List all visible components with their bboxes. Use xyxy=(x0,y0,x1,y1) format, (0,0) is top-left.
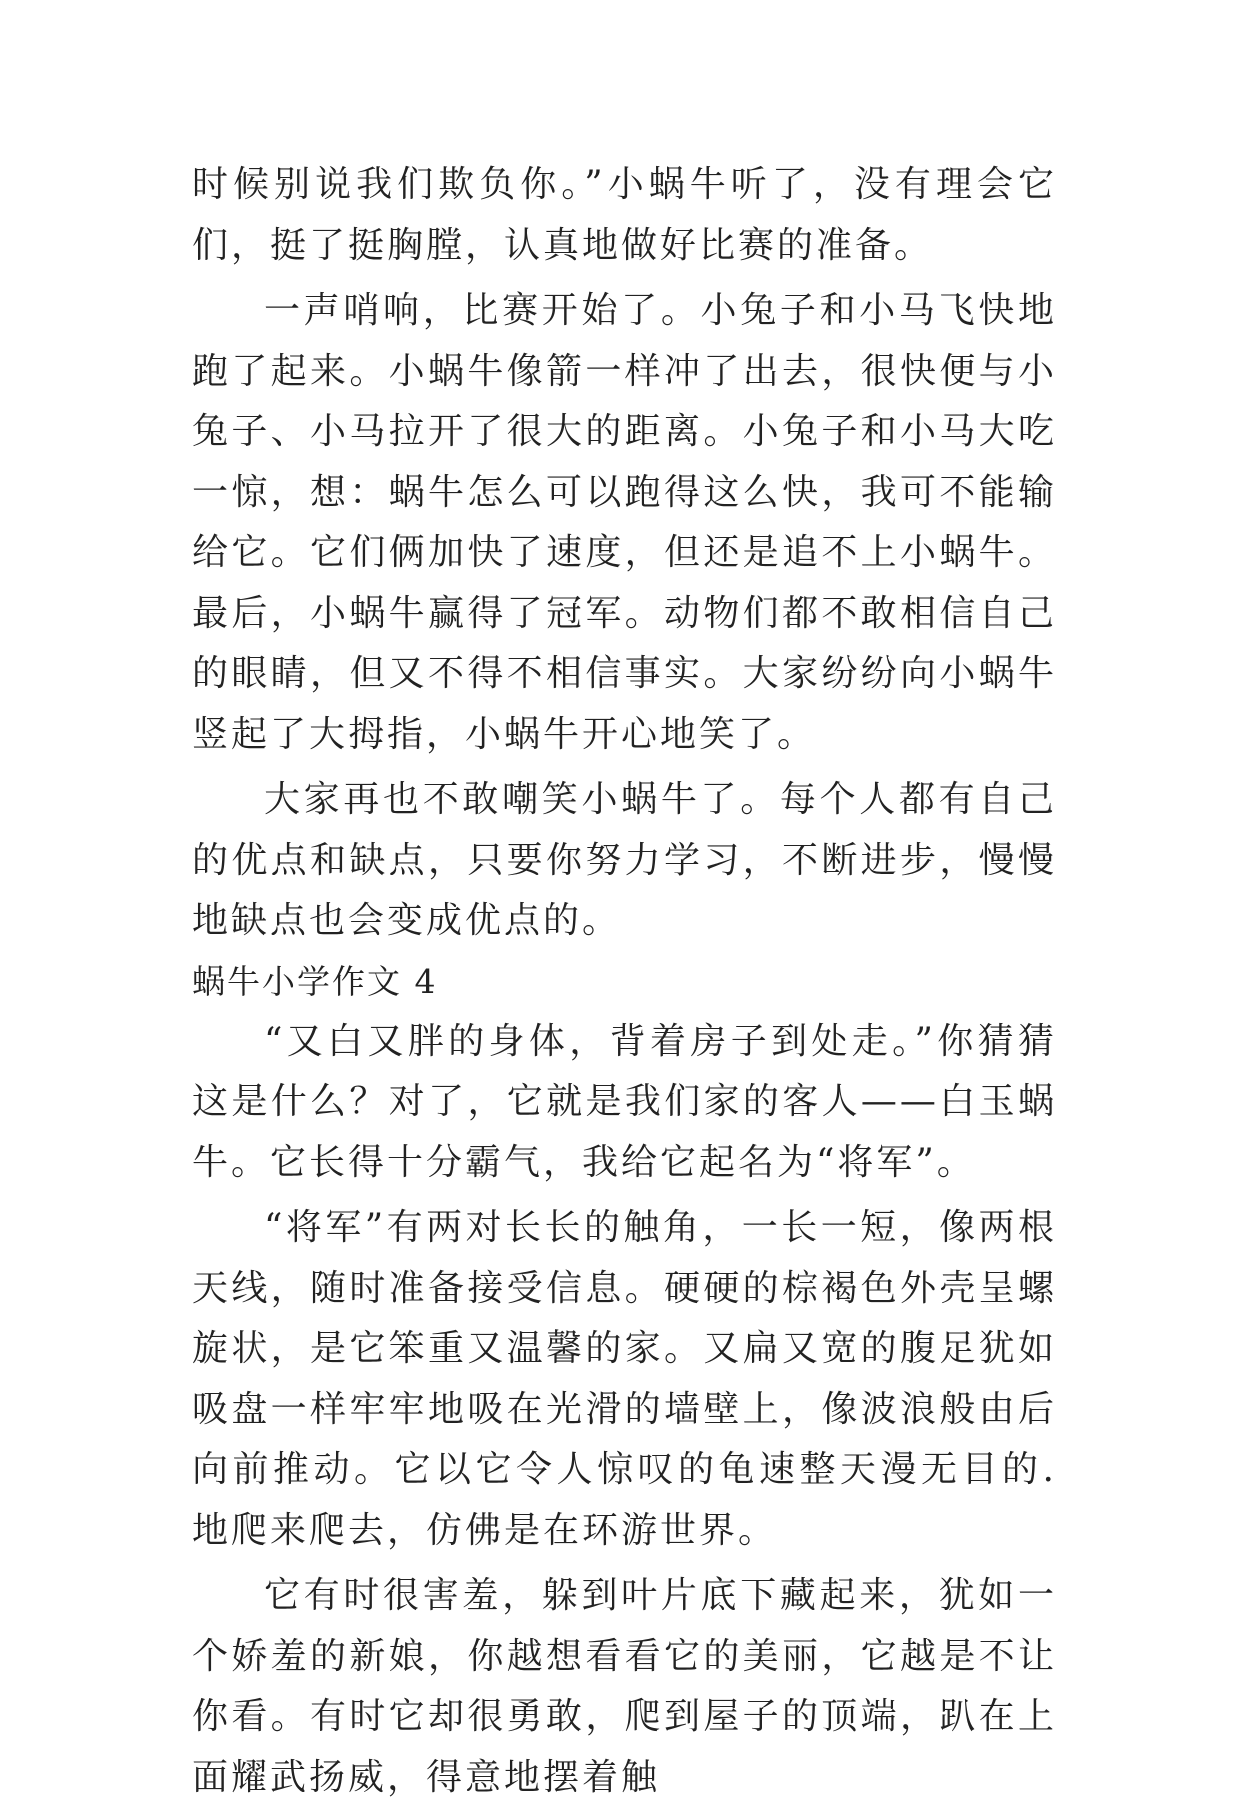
paragraph-continued: 时候别说我们欺负你。”小蜗牛听了，没有理会它们，挺了挺胸膛，认真地做好比赛的准备。 xyxy=(192,164,1057,266)
paragraph-conclusion: 大家再也不敢嘲笑小蜗牛了。每个人都有自己的优点和缺点，只要你努力学习，不断进步，慢慢地缺点也会变成优点的。 xyxy=(192,779,1057,941)
paragraph-intro: “又白又胖的身体，背着房子到处走。”你猜猜这是什么？对了，它就是我们家的客人——白玉蜗牛。它长得十分霸气，我给它起名为“将军”。 xyxy=(192,1020,1057,1183)
paragraph-behavior: 它有时很害羞，躲到叶片底下藏起来，犹如一个娇羞的新娘，你越想看看它的美丽，它越是不让你看。有时它却很勇敢，爬到屋子的顶端，趴在上面耀武扬威，得意地摆着触 xyxy=(192,1575,1057,1798)
section-title: 蜗牛小学作文 4 xyxy=(192,961,438,1001)
paragraph-race: 一声哨响，比赛开始了。小兔子和小马飞快地跑了起来。小蜗牛像箭一样冲了出去，很快便与小兔子、小马拉开了很大的距离。小兔子和小马大吃一惊，想：蜗牛怎么可以跑得这么快，我可不能输给它。它们俩加快了速度，但还是追不上小蜗牛。最后，小蜗牛赢得了冠军。动物们都不敢相信自己的眼睛，但又不得不相信事实。大家纷纷向小蜗牛竖起了大拇指，小蜗牛开心地笑了。 xyxy=(192,290,1057,755)
paragraph-description: “将军”有两对长长的触角，一长一短，像两根天线，随时准备接受信息。硬硬的棕褐色外壳呈螺旋状，是它笨重又温馨的家。又扁又宽的腹足犹如吸盘一样牢牢地吸在光滑的墙壁上，像波浪般由后向前推动。它以它令人惊叹的龟速整天漫无目的.地爬来爬去，仿佛是在环游世界。 xyxy=(192,1207,1057,1551)
document-body xyxy=(192,155,1057,1808)
